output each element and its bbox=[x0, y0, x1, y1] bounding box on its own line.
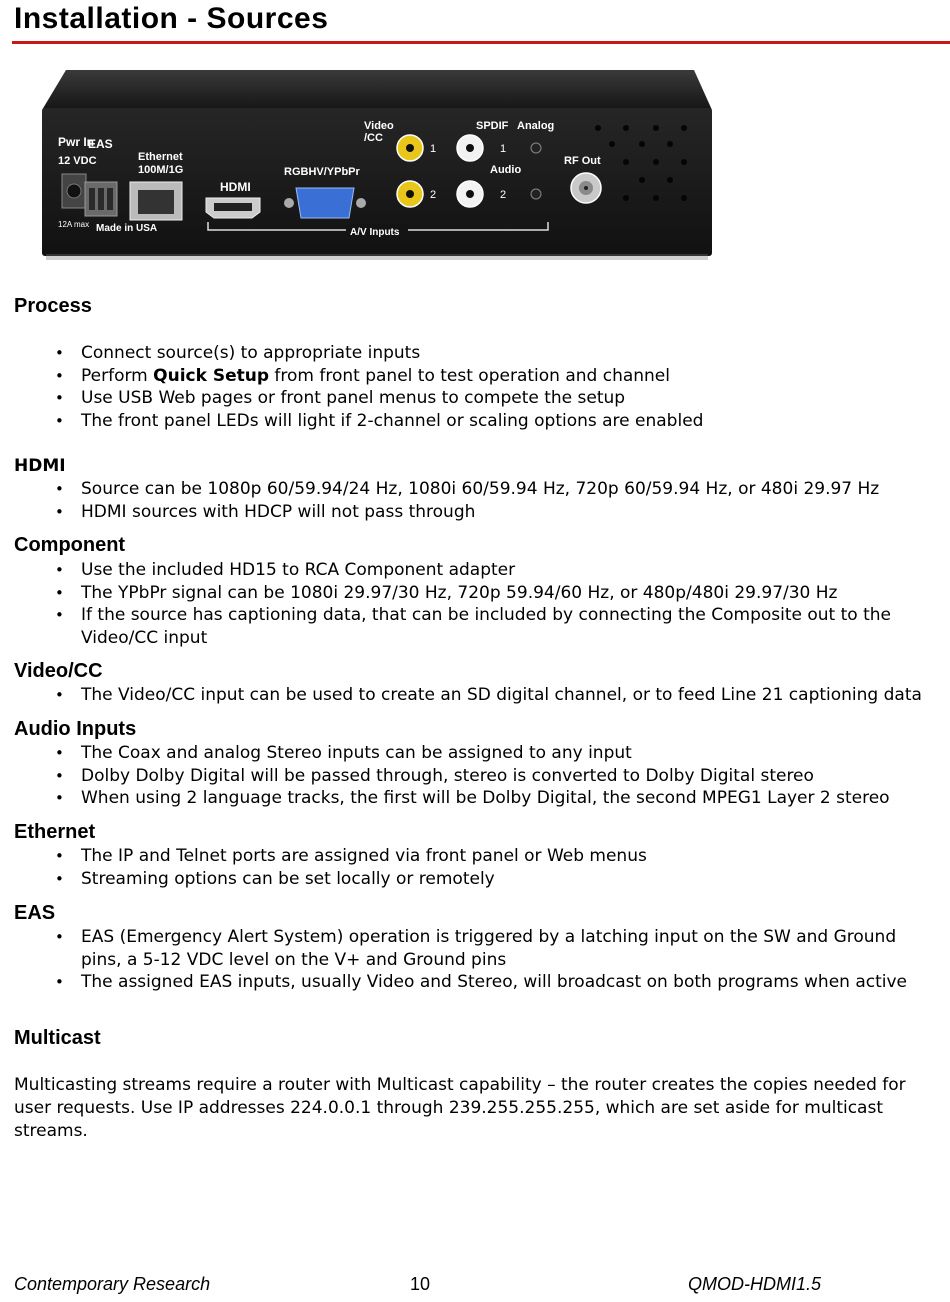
list-item: • The YPbPr signal can be 1080i 29.97/30 Hz, 720p 59.94/60 Hz, or 480p/480i 29.97/30 Hz bbox=[0, 582, 950, 605]
label-num1a: 1 bbox=[430, 143, 437, 155]
list-item: • Dolby Dolby Digital will be passed through, stereo is converted to Dolby Digital stereo bbox=[0, 765, 950, 788]
list-item: • Use the included HD15 to RCA Component adapter bbox=[0, 559, 950, 582]
label-rf-out: RF Out bbox=[564, 155, 601, 167]
footer-page-number: 10 bbox=[410, 1274, 431, 1294]
list-item: • The Video/CC input can be used to create an SD digital channel, or to feed Line 21 captioning data bbox=[0, 684, 950, 707]
audio-list bbox=[0, 742, 950, 810]
footer-company: Contemporary Research bbox=[14, 1274, 211, 1294]
label-num2a: 2 bbox=[430, 189, 437, 201]
quick-setup-bold: Quick Setup bbox=[153, 365, 269, 386]
list-item: • Perform Quick Setup from front panel to test operation and channel bbox=[0, 365, 950, 388]
videocc-list bbox=[0, 684, 950, 707]
device-rear-panel-image bbox=[38, 70, 716, 262]
list-item: • The front panel LEDs will light if 2-channel or scaling options are enabled bbox=[0, 410, 950, 433]
label-made-in: Made in USA bbox=[96, 223, 158, 234]
list-item: • Connect source(s) to appropriate inputs bbox=[0, 342, 950, 365]
label-amp: 12A max bbox=[58, 220, 90, 229]
label-rgbhv: RGBHV/YPbPr bbox=[284, 166, 360, 178]
footer-model: QMOD-HDMI1.5 bbox=[688, 1274, 822, 1294]
label-hdmi: HDMI bbox=[220, 180, 251, 194]
list-item: • EAS (Emergency Alert System) operation is triggered by a latching input on the SW and Ground pins, a 5-12 VDC level on the V+ and Ground pins bbox=[0, 926, 950, 971]
label-num1b: 1 bbox=[500, 143, 507, 155]
multicast-paragraph: Multicasting streams require a router with Multicast capability – the router creates the copies needed for user requests. Use IP addresses 224.0.0.1 through 239.255.255.255, which are set aside for multicast streams. bbox=[14, 1075, 906, 1141]
hdmi-heading: HDMI bbox=[14, 456, 66, 476]
hdmi-list bbox=[0, 478, 950, 523]
label-eas: EAS bbox=[88, 137, 113, 151]
device-top-plate bbox=[42, 70, 712, 110]
list-item: • The assigned EAS inputs, usually Video and Stereo, will broadcast on both programs when active bbox=[0, 971, 950, 994]
vga-port bbox=[296, 188, 354, 218]
process-list bbox=[0, 342, 950, 432]
eas-list bbox=[0, 926, 950, 994]
videocc-heading: Video/CC bbox=[14, 660, 103, 682]
title-rule bbox=[12, 41, 950, 44]
page-title: Installation - Sources bbox=[14, 2, 329, 35]
label-av-inputs: A/V Inputs bbox=[350, 227, 400, 238]
ethernet-heading: Ethernet bbox=[14, 821, 96, 843]
ethernet-list bbox=[0, 845, 950, 890]
audio-heading: Audio Inputs bbox=[14, 718, 137, 740]
label-video: Video bbox=[364, 120, 394, 132]
list-item: • Use USB Web pages or front panel menus to compete the setup bbox=[0, 387, 950, 410]
label-audio: Audio bbox=[490, 164, 522, 176]
component-heading: Component bbox=[14, 534, 126, 556]
component-list bbox=[0, 559, 950, 649]
list-item: • Source can be 1080p 60/59.94/24 Hz, 1080i 60/59.94 Hz, 720p 60/59.94 Hz, or 480i 29.97 Hz bbox=[0, 478, 950, 501]
label-spdif: SPDIF bbox=[476, 120, 509, 132]
label-ethernet-speed: 100M/1G bbox=[138, 164, 184, 176]
multicast-heading: Multicast bbox=[14, 1027, 101, 1049]
list-item: • The Coax and analog Stereo inputs can be assigned to any input bbox=[0, 742, 950, 765]
process-heading: Process bbox=[14, 295, 92, 317]
label-pwr-in: Pwr In bbox=[58, 135, 95, 149]
list-item: • When using 2 language tracks, the first will be Dolby Digital, the second MPEG1 Layer 2 stereo bbox=[0, 787, 950, 810]
list-item: • If the source has captioning data, that can be included by connecting the Composite out to the Video/CC input bbox=[0, 604, 950, 649]
label-vdc: 12 VDC bbox=[58, 155, 97, 167]
list-item: • HDMI sources with HDCP will not pass through bbox=[0, 501, 950, 524]
eas-heading: EAS bbox=[14, 902, 56, 924]
label-num2b: 2 bbox=[500, 189, 507, 201]
list-item: • Streaming options can be set locally or remotely bbox=[0, 868, 950, 891]
label-ethernet: Ethernet bbox=[138, 151, 183, 163]
list-item: • The IP and Telnet ports are assigned via front panel or Web menus bbox=[0, 845, 950, 868]
label-cc: /CC bbox=[364, 132, 383, 144]
label-analog: Analog bbox=[517, 120, 555, 132]
